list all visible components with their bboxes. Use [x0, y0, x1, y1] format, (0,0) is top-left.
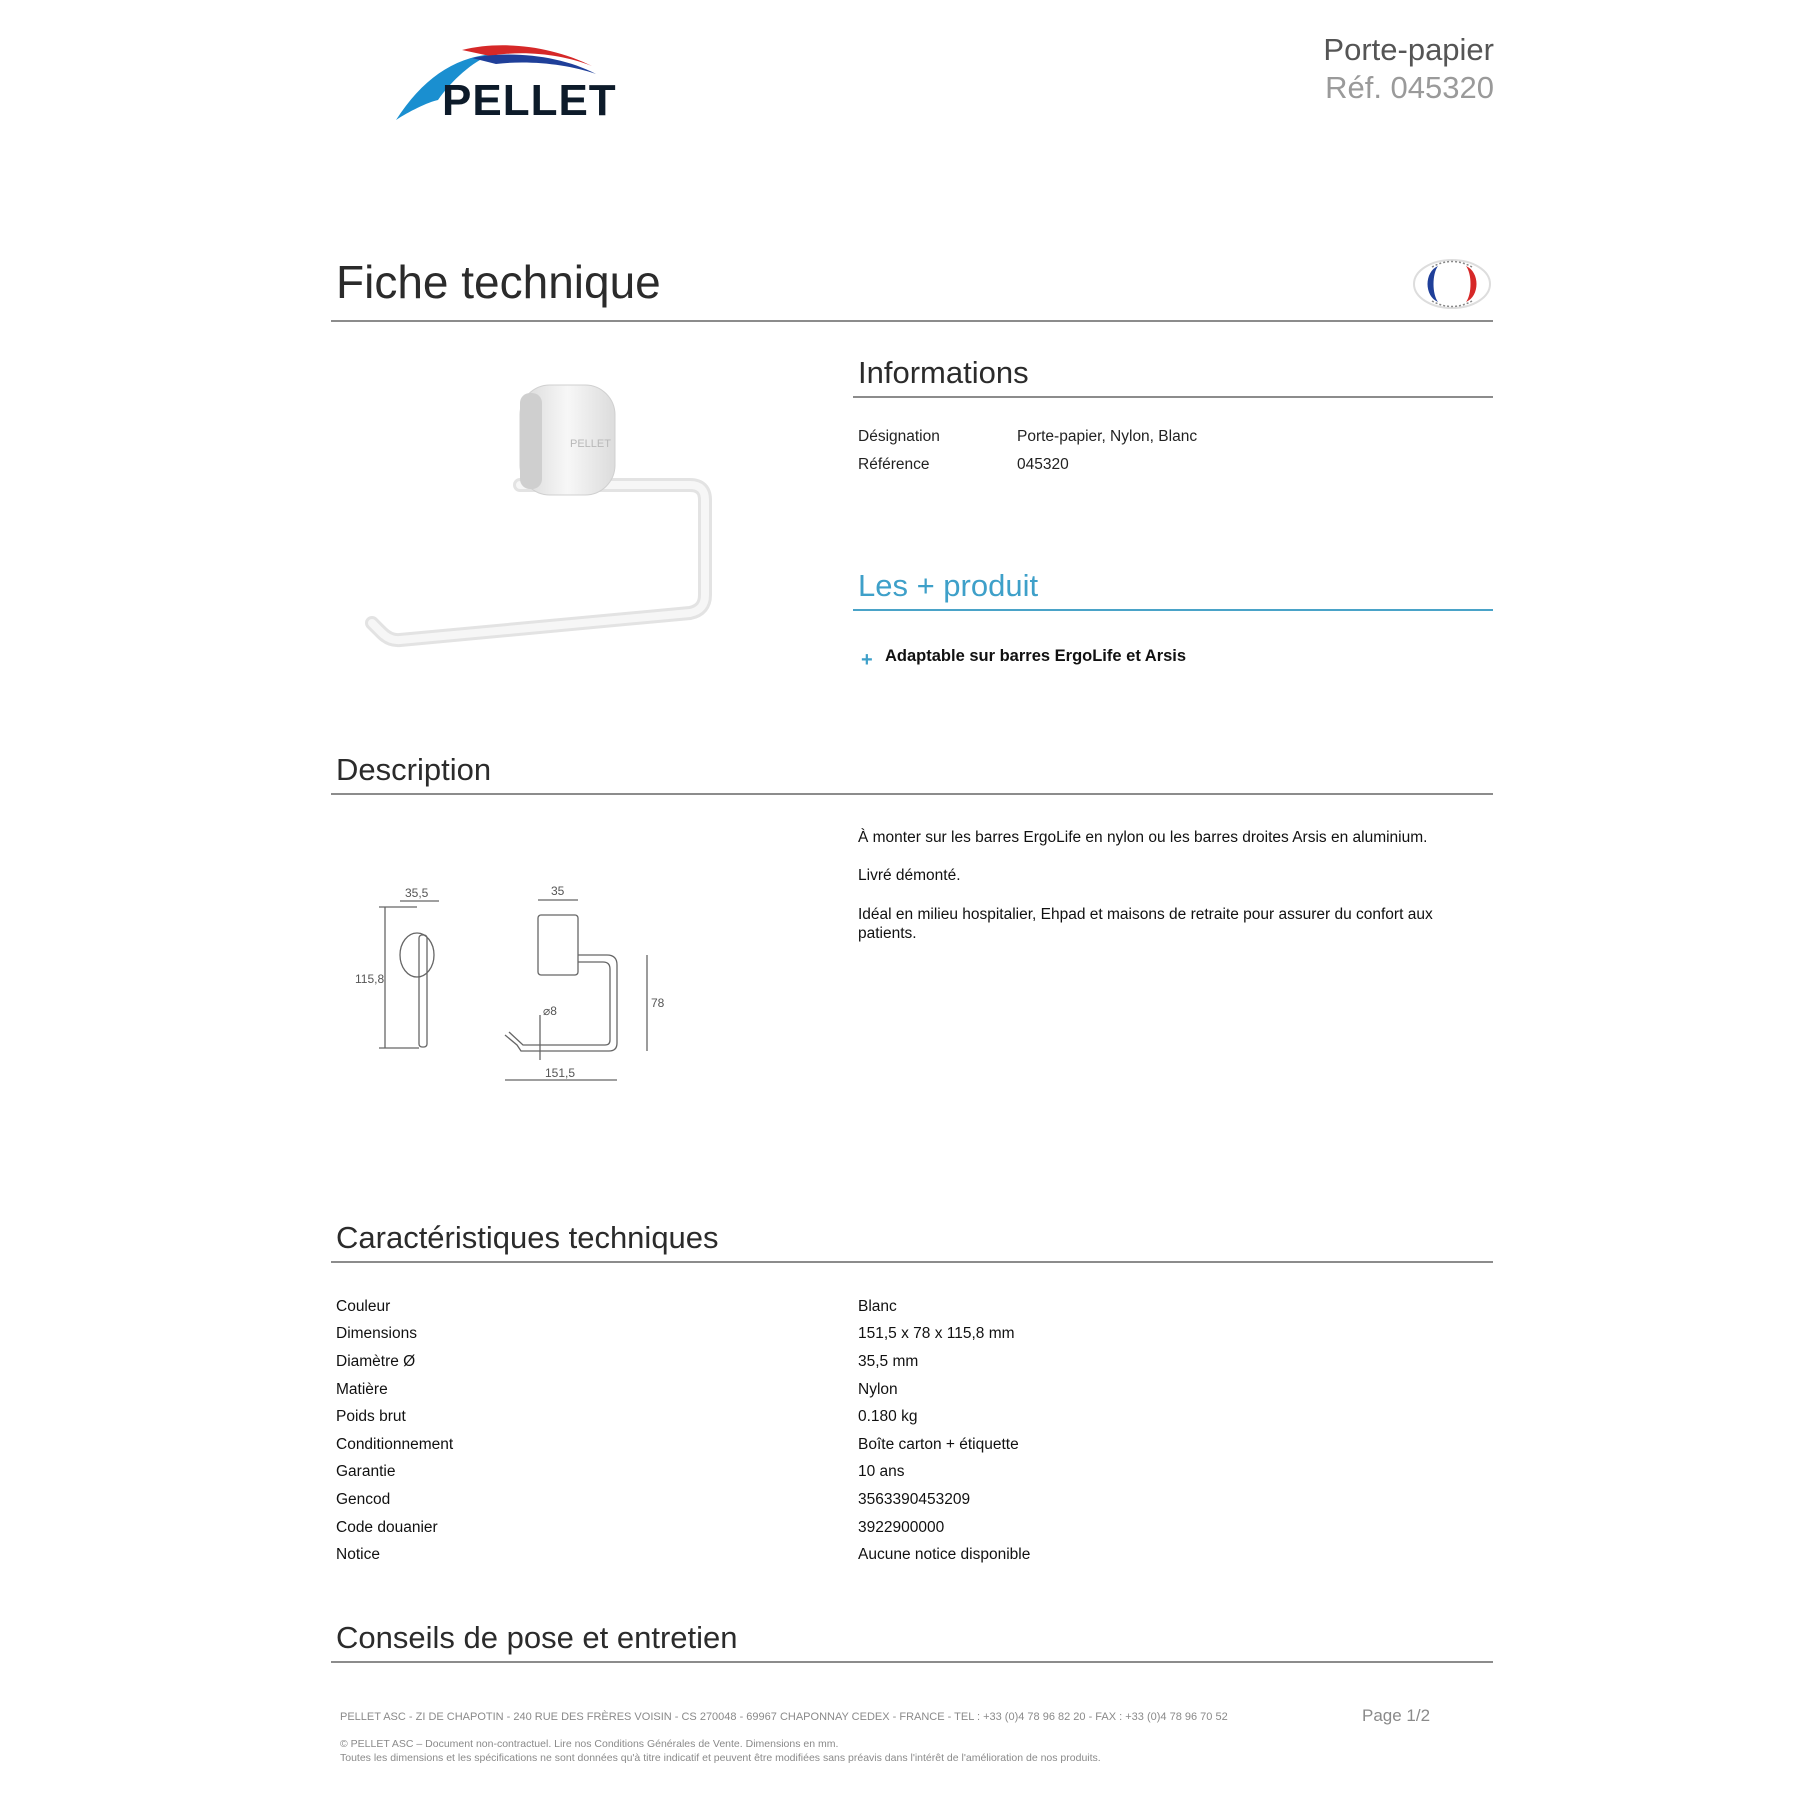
plus-produit-divider [853, 609, 1493, 611]
description-paragraph-2: Livré démonté. [858, 867, 961, 884]
plus-produit-title: Les + produit [858, 568, 1039, 603]
plus-produit-item: Adaptable sur barres ErgoLife et Arsis [885, 647, 1187, 665]
spec-value-diametre: 35,5 mm [858, 1353, 919, 1370]
fiche-divider [331, 320, 1493, 322]
description-divider [331, 793, 1493, 795]
info-label-designation: Désignation [858, 428, 940, 445]
caracteristiques-title: Caractéristiques techniques [336, 1220, 719, 1255]
svg-text:PELLET: PELLET [570, 438, 611, 450]
dim-depth: 78 [651, 996, 665, 1010]
spec-value-garantie: 10 ans [858, 1463, 905, 1480]
dim-diameter: ⌀8 [543, 1004, 557, 1018]
spec-label-gencod: Gencod [336, 1491, 391, 1508]
plus-bullet-icon: + [861, 649, 873, 671]
informations-divider [853, 396, 1493, 398]
spec-value-matiere: Nylon [858, 1381, 898, 1398]
spec-value-poids: 0.180 kg [858, 1408, 918, 1425]
spec-value-dimensions: 151,5 x 78 x 115,8 mm [858, 1325, 1015, 1342]
description-title: Description [336, 752, 492, 787]
spec-value-couleur: Blanc [858, 1298, 897, 1315]
dim-front-width: 35 [551, 884, 565, 898]
spec-label-conditionnement: Conditionnement [336, 1436, 454, 1453]
info-label-reference: Référence [858, 456, 930, 473]
dim-length: 151,5 [545, 1066, 576, 1080]
description-paragraph-3: Idéal en milieu hospitalier, Ehpad et maisons de retraite pour assurer du confort aux patients. [858, 906, 1433, 942]
brand-name: PELLET [442, 76, 617, 125]
caracteristiques-divider [331, 1261, 1493, 1263]
info-value-reference: 045320 [1017, 456, 1069, 473]
spec-label-garantie: Garantie [336, 1463, 396, 1480]
dim-side-width: 35,5 [405, 886, 429, 900]
fiche-title: Fiche technique [336, 256, 661, 308]
spec-value-conditionnement: Boîte carton + étiquette [858, 1436, 1019, 1453]
spec-label-diametre: Diamètre Ø [336, 1353, 416, 1370]
spec-label-couleur: Couleur [336, 1298, 391, 1315]
description-paragraph-1: À monter sur les barres ErgoLife en nylon ou les barres droites Arsis en aluminium. [858, 829, 1428, 846]
dim-height: 115,8 [355, 972, 385, 986]
footer-legal-line-1: © PELLET ASC – Document non-contractuel. Lire nos Conditions Générales de Vente. Dimensions en mm. [340, 1738, 839, 1750]
spec-label-notice: Notice [336, 1546, 380, 1563]
footer-address: PELLET ASC - ZI DE CHAPOTIN - 240 RUE DES FRÈRES VOISIN - CS 270048 - 69967 CHAPONNAY CEDEX - FRANCE - TEL : +33 (0)4 78 96 82 20 - FAX : +33 (0)4 78 96 70 52 [340, 1711, 1228, 1723]
spec-label-poids: Poids brut [336, 1408, 406, 1425]
spec-label-dimensions: Dimensions [336, 1325, 417, 1342]
footer-page-number: Page 1/2 [1362, 1706, 1431, 1725]
info-value-designation: Porte-papier, Nylon, Blanc [1017, 428, 1198, 445]
fabrication-francaise-badge-icon [1412, 258, 1492, 310]
product-image [360, 355, 710, 695]
conseils-title: Conseils de pose et entretien [336, 1620, 738, 1655]
footer-legal-line-2: Toutes les dimensions et les spécifications ne sont données qu'à titre indicatif et peuvent être modifiées sans préavis dans l'intérêt de l'amélioration de nos produits. [340, 1752, 1101, 1764]
spec-label-matiere: Matière [336, 1381, 388, 1398]
document-reference: Réf. 045320 [1325, 70, 1494, 105]
conseils-divider [331, 1661, 1493, 1663]
spec-value-gencod: 3563390453209 [858, 1491, 971, 1508]
spec-value-code-douanier: 3922900000 [858, 1519, 945, 1536]
informations-title: Informations [858, 355, 1029, 390]
spec-label-code-douanier: Code douanier [336, 1519, 438, 1536]
technical-drawing [355, 884, 675, 1090]
document-product-name: Porte-papier [1323, 32, 1494, 67]
spec-value-notice: Aucune notice disponible [858, 1546, 1031, 1563]
